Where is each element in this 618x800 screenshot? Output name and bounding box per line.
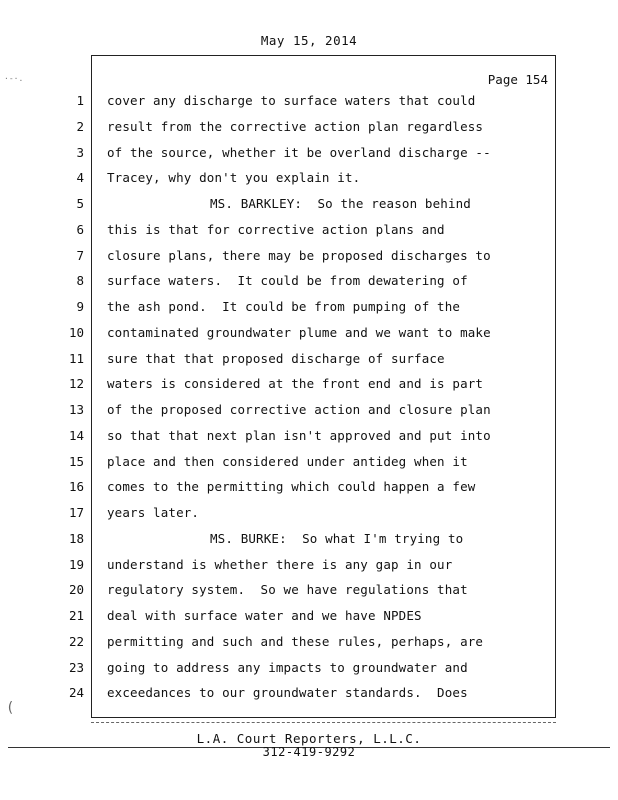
transcript-line-text: of the proposed corrective action and closure plan: [107, 402, 491, 417]
transcript-line-text: MS. BARKLEY: So the reason behind: [210, 196, 471, 211]
transcript-line-text: closure plans, there may be proposed discharges to: [107, 248, 491, 263]
header-date: May 15, 2014: [260, 33, 358, 48]
line-number: 14: [68, 428, 84, 443]
transcript-line-text: permitting and such and these rules, perhaps, are: [107, 634, 484, 649]
line-number: 5: [76, 196, 84, 211]
line-number: 15: [68, 454, 84, 469]
line-number: 23: [68, 660, 84, 675]
transcript-line-text: cover any discharge to surface waters that could: [107, 93, 476, 108]
transcript-line-text: years later.: [107, 505, 200, 520]
transcript-line-text: result from the corrective action plan regardless: [107, 119, 484, 134]
line-number: 1: [76, 93, 84, 108]
line-number: 22: [68, 634, 84, 649]
footer-phone: 312-419-9292: [262, 745, 356, 759]
line-number: 12: [68, 376, 84, 391]
line-number: 18: [68, 531, 84, 546]
line-number: 17: [68, 505, 84, 520]
line-number: 21: [68, 608, 84, 623]
line-number: 8: [76, 273, 84, 288]
transcript-line-text: understand is whether there is any gap in our: [107, 557, 453, 572]
transcript-line-text: surface waters. It could be from dewatering of: [107, 273, 468, 288]
transcript-line-text: comes to the permitting which could happen a few: [107, 479, 476, 494]
transcript-line-text: of the source, whether it be overland discharge --: [107, 145, 491, 160]
line-number: 24: [68, 685, 84, 700]
transcript-line-text: MS. BURKE: So what I'm trying to: [210, 531, 464, 546]
bracket-mark-icon: (: [6, 700, 15, 716]
line-number: 7: [76, 248, 84, 263]
line-number: 9: [76, 299, 84, 314]
line-number: 6: [76, 222, 84, 237]
transcript-line-text: contaminated groundwater plume and we want to make: [107, 325, 491, 340]
line-number: 13: [68, 402, 84, 417]
line-number: 19: [68, 557, 84, 572]
transcript-line-text: regulatory system. So we have regulations that: [107, 582, 468, 597]
line-number: 4: [76, 170, 84, 185]
transcript-line-text: exceedances to our groundwater standards. Does: [107, 685, 468, 700]
line-number: 3: [76, 145, 84, 160]
transcript-line-text: this is that for corrective action plans and: [107, 222, 445, 237]
transcript-line-text: place and then considered under antideg when it: [107, 454, 468, 469]
line-number: 10: [68, 325, 84, 340]
line-number: 2: [76, 119, 84, 134]
page-number: Page 154: [487, 72, 548, 87]
transcript-line-text: waters is considered at the front end and is part: [107, 376, 484, 391]
transcript-line-text: sure that that proposed discharge of surface: [107, 351, 445, 366]
transcript-line-text: so that that next plan isn't approved and put into: [107, 428, 491, 443]
transcript-line-text: the ash pond. It could be from pumping of the: [107, 299, 461, 314]
transcript-line-text: deal with surface water and we have NPDES: [107, 608, 422, 623]
line-number: 20: [68, 582, 84, 597]
transcript-line-text: Tracey, why don't you explain it.: [107, 170, 361, 185]
line-number: 11: [68, 351, 84, 366]
frame-bottom-divider: [91, 722, 556, 723]
footer-company: L.A. Court Reporters, L.L.C.: [196, 731, 422, 746]
transcript-line-text: going to address any impacts to groundwater and: [107, 660, 468, 675]
scan-mark-icon: ·-·.: [4, 74, 24, 83]
line-number: 16: [68, 479, 84, 494]
